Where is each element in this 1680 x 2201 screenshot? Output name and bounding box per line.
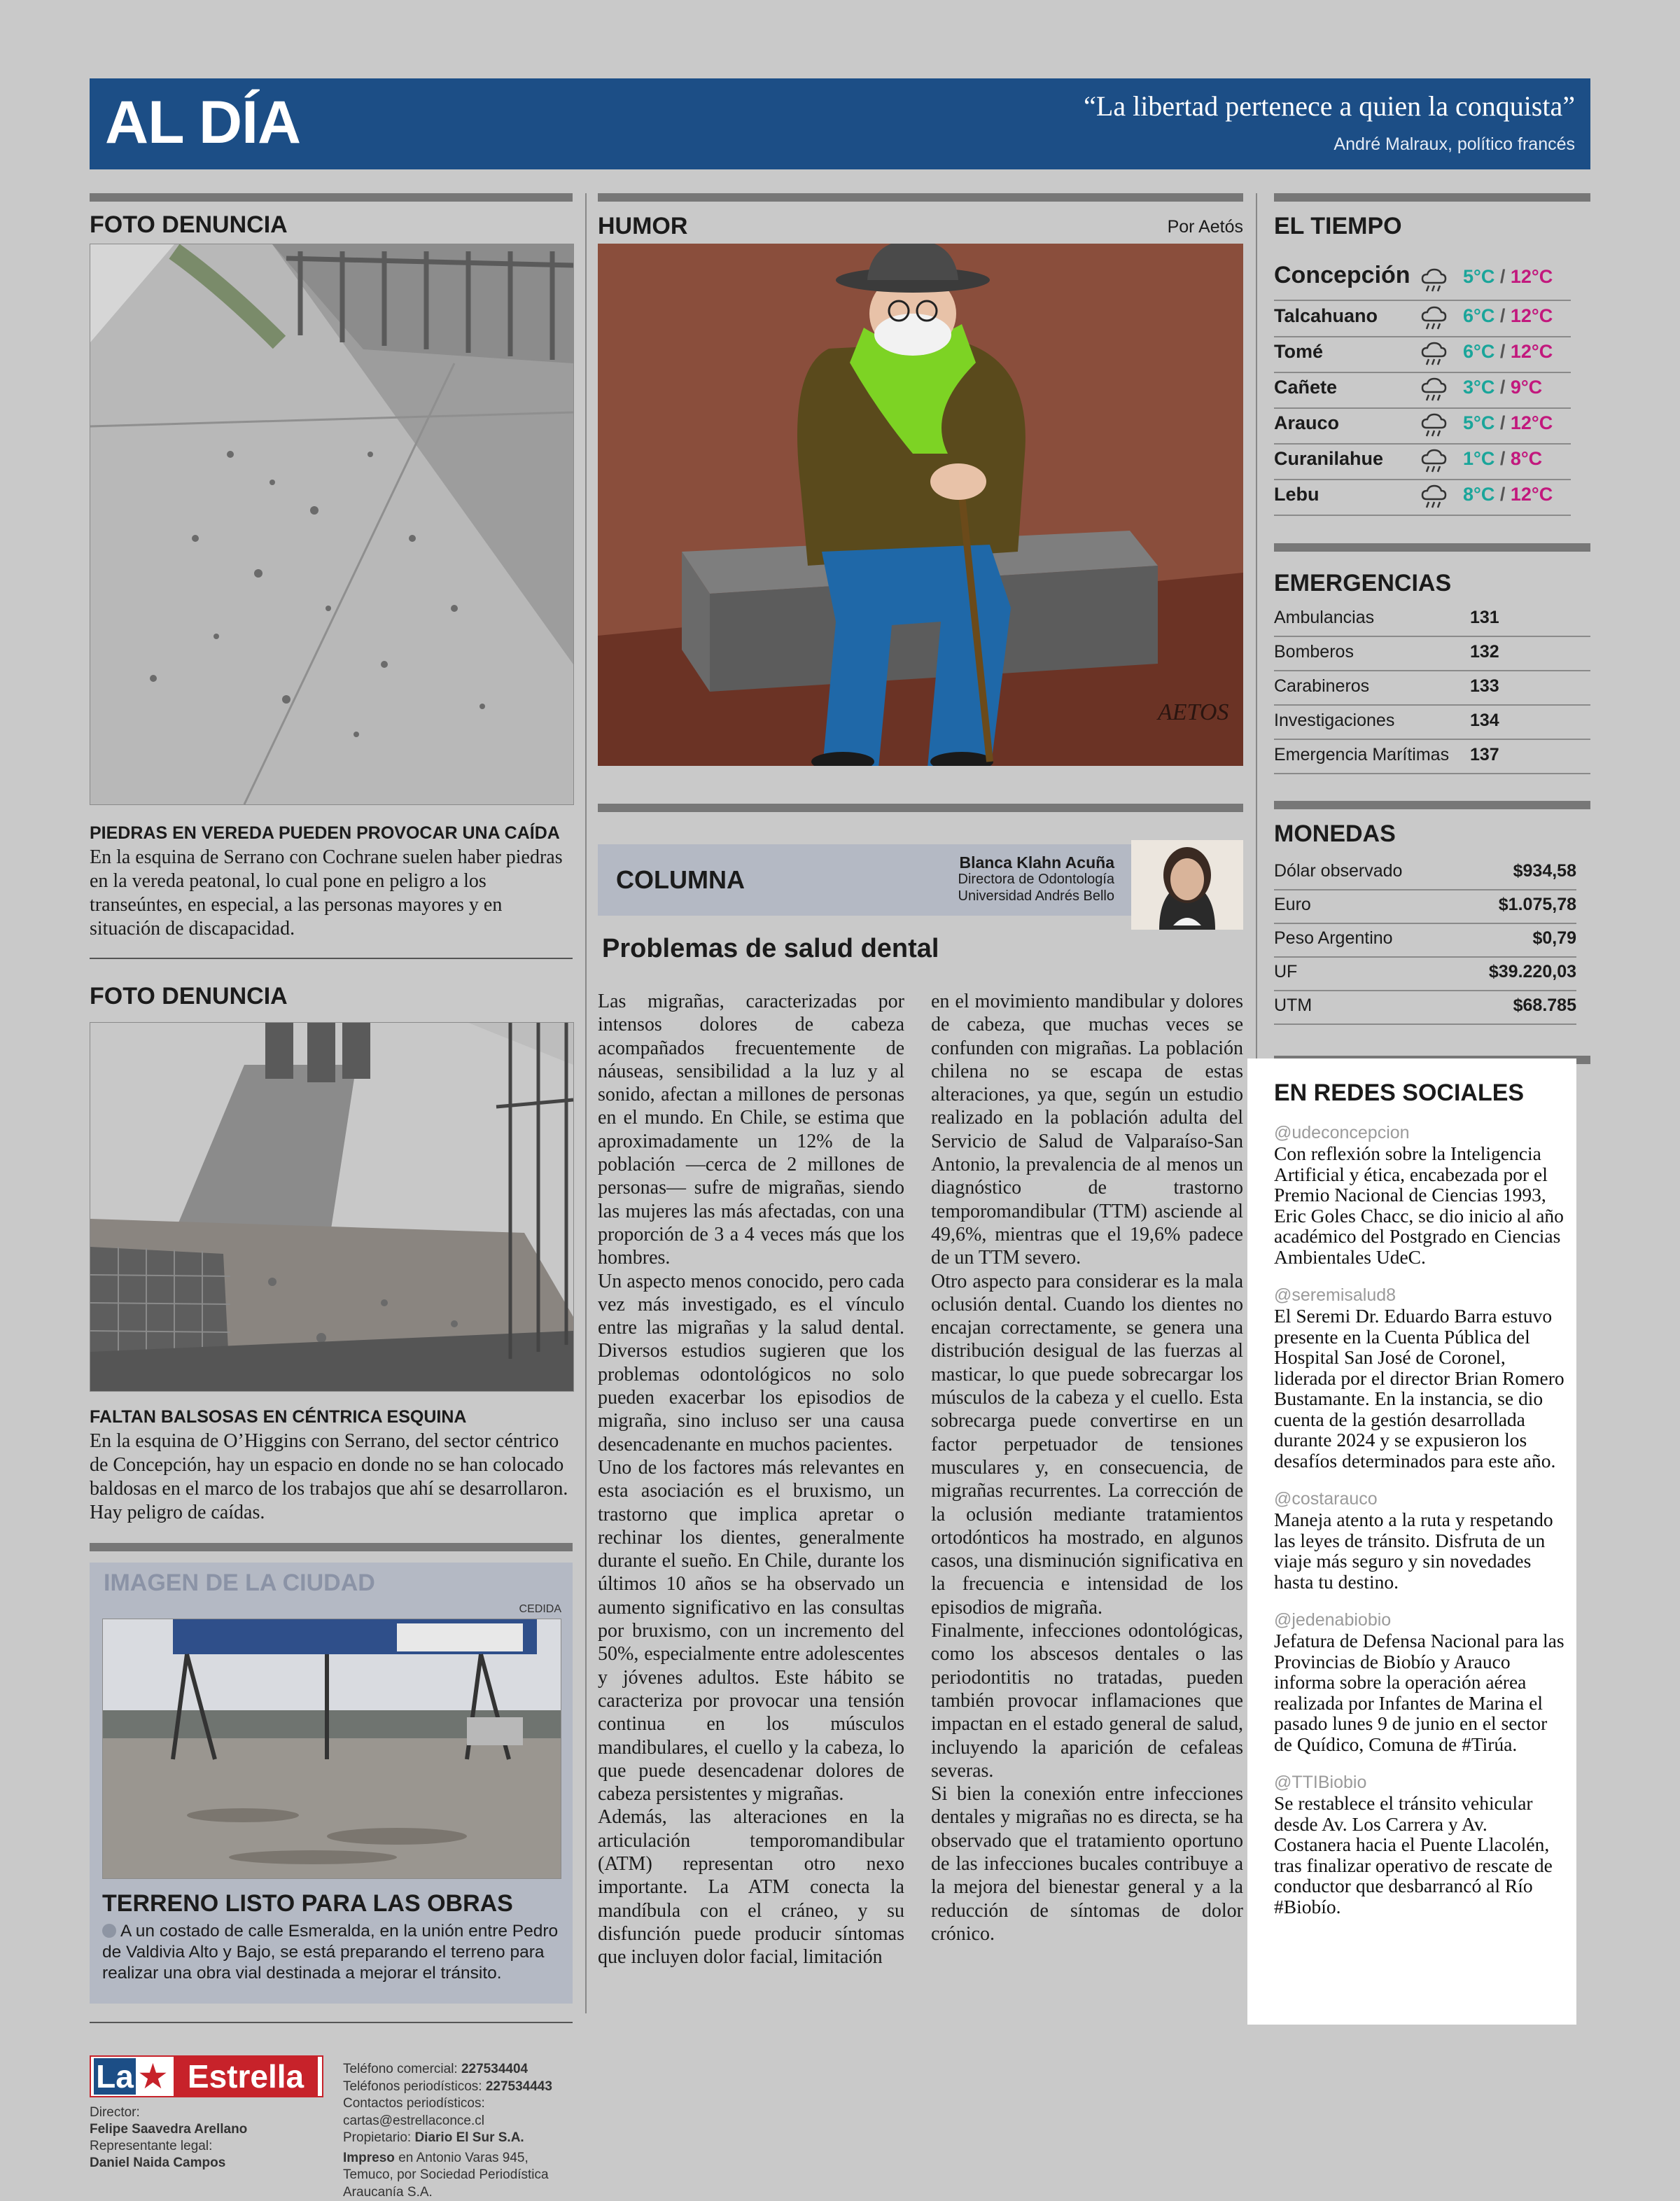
columna-col-1 (598, 990, 904, 1969)
emergency-row[interactable] (1274, 739, 1590, 774)
emergency-number: 137 (1470, 745, 1499, 764)
foto-denuncia-2-body: En la esquina de O’Higgins con Serrano, del sector céntrico de Concepción, hay un espacio en donde no se han colocado baldosas en el marco de los trabajos que ahí se desarrollaron. Hay peligro de caídas. (90, 1430, 568, 1523)
tel-com-label: Teléfono comercial: (343, 2062, 458, 2076)
columna-paragraph: Las migrañas, caracterizadas por intensos dolores de cabeza acompañados frecuentemente de náuseas, sensibilidad a la luz y al sonido, afectan a millones de personas en el mundo. En Chile, se estima que aproximadamente un 12% de la población —cerca de 2 millones de personas— sufre de migrañas, siendo las mujeres las más afectadas, con una proporción de 3 a 4 veces más que los hombres. (598, 991, 904, 1269)
currency-row (1274, 855, 1576, 890)
temp-max: 12°C (1510, 266, 1553, 287)
social-post (1274, 1285, 1565, 1471)
weather-temps (1463, 377, 1542, 398)
columna-header (598, 844, 1243, 916)
print-label: Impreso (343, 2150, 395, 2165)
divider (1274, 193, 1590, 202)
columna-paragraph: Otro aspecto para considerar es la mala oclusión dental. Cuando los dientes no encajan correctamente, se genera una distribución desigual de las fuerzas al masticar, lo que puede sobrecargar los músculos de la cabeza y el cuello. Esta sobrecarga puede convertirse en un factor perpetuador de tensiones musculares y, en consecuencia, de migrañas recurrentes. La corrección de la oclusión mediante tratamientos ortodónticos ha mostrado, en algunos casos, una disminución significativa en la frecuencia e intensidad de los episodios de migraña. (931, 1270, 1243, 1619)
social-handle[interactable]: @jedenabiobio (1274, 1610, 1392, 1630)
temp-separator: / (1499, 377, 1506, 398)
weather-row (1274, 480, 1571, 516)
banner-quote-author: André Malraux, político francés (1334, 134, 1575, 154)
social-handle[interactable]: @seremisalud8 (1274, 1285, 1396, 1305)
social-text: Se restablece el tránsito vehicular desde Av. Los Carrera y Av. Costanera hacia el Puente Llacolén, tras finalizar operativo de rescate de conductor que desbarrancó al Río #Biobío. (1274, 1792, 1553, 1917)
divider (90, 1543, 573, 1551)
currency-name: UF (1274, 962, 1298, 981)
weather-temps (1463, 341, 1553, 363)
social-text: Jefatura de Defensa Nacional para las Provincias de Biobío y Arauco informa sobre la operación aérea realizada por Infantes de Marina el pasado lunes 9 de junio en el sector de Quídico, Comuna de #Tirúa. (1274, 1630, 1564, 1755)
foto-denuncia-1-body: En la esquina de Serrano con Cochrane suelen haber piedras en la vereda peatonal, lo cual pone en peligro a los transeúntes, en especial, a las personas mayores y en situación de discapacidad. (90, 846, 563, 939)
weather-row (1274, 408, 1571, 445)
weather-city: Talcahuano (1274, 305, 1378, 326)
weather-row (1274, 444, 1571, 480)
imagen-ciudad-label: IMAGEN DE LA CIUDAD (104, 1570, 375, 1596)
weather-row (1274, 372, 1571, 409)
currency-value: $39.220,03 (1488, 962, 1576, 981)
foto-denuncia-2-label: FOTO DENUNCIA (90, 983, 288, 1009)
temp-min: 6°C (1463, 305, 1495, 326)
emergency-name: Bomberos (1274, 642, 1354, 662)
weather-city: Arauco (1274, 412, 1340, 433)
imagen-ciudad-body (102, 1921, 560, 1984)
emergency-row[interactable] (1274, 705, 1590, 740)
divider (90, 2022, 573, 2023)
currency-name: Dólar observado (1274, 861, 1403, 881)
currency-row (1274, 956, 1576, 991)
temp-separator: / (1499, 412, 1506, 433)
print-text: en Antonio Varas 945, Temuco, por Sociedad Periodística Araucanía S.A. (343, 2150, 549, 2200)
emergency-row[interactable] (1274, 602, 1590, 637)
emergency-number: 133 (1470, 676, 1499, 696)
columna-author-block (958, 854, 1114, 904)
foto-denuncia-2-photo[interactable] (90, 1022, 574, 1392)
estrella-logo[interactable] (90, 2055, 323, 2097)
weather-row (1274, 301, 1571, 337)
columna-paragraph: Finalmente, infecciones odontológicas, como los abscesos dentales o las periodontitis no tratadas, pueden también provocar inflamaciones que impactan en el estado general de salud, incluyendo la aparición de cefaleas severas. (931, 1620, 1243, 1782)
center-column (598, 193, 1243, 1969)
monedas-label: MONEDAS (1274, 820, 1396, 847)
weather-temps (1463, 448, 1542, 470)
temp-min: 6°C (1463, 341, 1495, 362)
rain-cloud-icon (1420, 266, 1448, 294)
temp-min: 5°C (1463, 412, 1495, 433)
temp-max: 12°C (1510, 412, 1553, 433)
columna-paragraph: Además, las alteraciones en la articulación temporomandibular (ATM) representan otro nexo importante. La ATM conecta la mandíbula con el cráneo, y su disfunción puede producir síntomas que incluyen dolor facial, limitación (598, 1806, 904, 1969)
temp-max: 8°C (1510, 448, 1543, 469)
right-column (1274, 193, 1590, 1015)
divider (1274, 543, 1590, 552)
columna-role-1: Directora de Odontología (958, 872, 1114, 887)
currency-row (1274, 889, 1576, 924)
emergency-name: Emergencia Marítimas (1274, 745, 1450, 764)
divider (90, 193, 573, 202)
temp-separator: / (1499, 484, 1506, 505)
currency-name: Peso Argentino (1274, 928, 1393, 948)
imagen-ciudad-photo[interactable] (102, 1619, 561, 1879)
masthead-right (343, 2061, 574, 2201)
emergencias-label: EMERGENCIAS (1274, 570, 1452, 596)
columna-role-2: Universidad Andrés Bello (958, 888, 1114, 904)
emergency-row[interactable] (1274, 671, 1590, 706)
divider (598, 804, 1243, 812)
rain-cloud-icon (1420, 447, 1448, 475)
left-column (90, 193, 573, 2200)
imagen-ciudad-body-text: A un costado de calle Esmeralda, en la unión entre Pedro de Valdivia Alto y Bajo, se está preparando el terreno para realizar una obra vial destinada a mejorar el tránsito. (102, 1922, 559, 1983)
owner: Diario El Sur S.A. (414, 2130, 524, 2145)
social-text: Con reflexión sobre la Inteligencia Artificial y ética, encabezada por el Premio Nacional de Ciencias 1993, Eric Goles Chacc, se dio inicio al año académico del Postgrado en Ciencias Ambientales UdeC. (1274, 1143, 1564, 1268)
banner-quote: “La libertad pertenece a quien la conquista” (1084, 90, 1575, 122)
social-handle[interactable]: @udeconcepcion (1274, 1123, 1410, 1143)
rep-name: Daniel Naida Campos (90, 2155, 226, 2170)
missing-tiles-image (90, 1023, 573, 1391)
columna-paragraph: Uno de los factores más relevantes en esta asociación es el bruxismo, un trastorno que implica apretar o rechinar los dientes, generalmente durante el sueño. En Chile, durante los últimos 10 años se ha observado un aumento significativo en las consultas por bruxismo, con un incremento del 50%, especialmente entre adolescentes y jóvenes adultos. Este hábito se caracteriza por provocar una tensión continua en los músculos mandibulares, el cuello y la cabeza, lo que puede desencadenar dolores de cabeza persistentes y migrañas. (598, 1456, 904, 1805)
rep-label: Representante legal: (90, 2139, 213, 2153)
weather-temps (1463, 305, 1553, 327)
logo-la: La (94, 2058, 136, 2095)
tel-com[interactable]: 227534404 (461, 2062, 528, 2076)
foto-denuncia-2-headline: FALTAN BALSOSAS EN CÉNTRICA ESQUINA (90, 1407, 467, 1427)
author-avatar[interactable] (1131, 840, 1243, 930)
foto-denuncia-1-headline: PIEDRAS EN VEREDA PUEDEN PROVOCAR UNA CAÍDA (90, 823, 560, 843)
currency-value: $68.785 (1513, 995, 1576, 1015)
currency-row (1274, 990, 1576, 1025)
weather-city: Concepción (1274, 262, 1410, 288)
humor-byline: Por Aetós (1167, 217, 1243, 237)
weather-temps (1463, 484, 1553, 505)
emergency-number: 131 (1470, 608, 1499, 627)
foto-denuncia-1-photo[interactable] (90, 244, 574, 805)
rain-cloud-icon (1420, 482, 1448, 510)
tel-per-label: Teléfonos periodísticos: (343, 2078, 482, 2094)
temp-min: 1°C (1463, 448, 1495, 469)
weather-temps (1463, 266, 1553, 288)
emergency-name: Investigaciones (1274, 711, 1395, 730)
social-handle[interactable]: @costarauco (1274, 1489, 1378, 1509)
weather-row (1274, 258, 1571, 301)
temp-max: 12°C (1510, 484, 1553, 505)
tel-per[interactable]: 227534443 (485, 2078, 552, 2094)
imagen-ciudad-headline: TERRENO LISTO PARA LAS OBRAS (102, 1890, 513, 1917)
director-label: Director: (90, 2105, 140, 2120)
email-link[interactable]: cartas@estrellaconce.cl (343, 2113, 484, 2128)
currency-value: $934,58 (1513, 861, 1576, 881)
divider (598, 193, 1243, 202)
columna-col-2 (931, 990, 1243, 1945)
temp-separator: / (1499, 341, 1506, 362)
temp-max: 9°C (1510, 377, 1543, 398)
section-banner (90, 78, 1590, 169)
currency-name: UTM (1274, 995, 1312, 1015)
section-title: AL DÍA (105, 89, 301, 156)
emergency-name: Ambulancias (1274, 608, 1375, 627)
temp-separator: / (1499, 448, 1506, 469)
rain-cloud-icon (1420, 340, 1448, 368)
construction-site-image (103, 1619, 561, 1878)
cartoon-old-man-image (598, 244, 1243, 766)
emergency-name: Carabineros (1274, 676, 1370, 696)
bullet-icon (102, 1924, 116, 1938)
weather-city: Lebu (1274, 484, 1320, 505)
column-separator (1256, 193, 1257, 1061)
director-name: Felipe Saavedra Arellano (90, 2122, 248, 2137)
currency-value: $0,79 (1532, 928, 1576, 948)
columna-title: Problemas de salud dental (602, 934, 939, 963)
weather-city: Curanilahue (1274, 448, 1384, 469)
weather-temps (1463, 412, 1553, 434)
author-portrait-image (1131, 840, 1243, 930)
imagen-ciudad-box (90, 1563, 573, 2004)
masthead-left (90, 2104, 247, 2172)
weather-city: Tomé (1274, 341, 1324, 362)
photo-credit: CEDIDA (519, 1603, 561, 1615)
humor-cartoon[interactable] (598, 244, 1243, 766)
weather-row (1274, 337, 1571, 373)
temp-separator: / (1499, 305, 1506, 326)
temp-min: 5°C (1463, 266, 1495, 287)
currency-name: Euro (1274, 895, 1311, 914)
social-post (1274, 1773, 1565, 1917)
sidewalk-stones-image (90, 244, 573, 804)
rain-cloud-icon (1420, 375, 1448, 403)
social-handle[interactable]: @TTIBiobio (1274, 1773, 1367, 1792)
currency-row (1274, 923, 1576, 958)
emergency-row[interactable] (1274, 636, 1590, 671)
owner-label: Propietario: (343, 2130, 412, 2145)
social-post (1274, 1123, 1565, 1267)
social-post (1274, 1610, 1565, 1754)
divider (90, 958, 573, 959)
columna-paragraph: Si bien la conexión entre infecciones dentales y migrañas no es directa, se ha observado que el tratamiento oportuno de las infecciones bucales contribuye a la mejora del bienestar general y a la reducción de síntomas de dolor crónico. (931, 1783, 1243, 1945)
divider (1274, 801, 1590, 809)
columna-author: Blanca Klahn Acuña (959, 853, 1114, 872)
contactos-label: Contactos periodísticos: (343, 2096, 485, 2111)
rain-cloud-icon (1420, 411, 1448, 439)
redes-label: EN REDES SOCIALES (1274, 1079, 1525, 1106)
redes-list (1274, 1123, 1565, 1935)
rain-cloud-icon (1420, 304, 1448, 332)
humor-label: HUMOR (598, 213, 688, 239)
temp-max: 12°C (1510, 341, 1553, 362)
foto-denuncia-1-label: FOTO DENUNCIA (90, 211, 288, 238)
star-icon: ★ (137, 2057, 169, 2096)
columna-paragraph: Un aspecto menos conocido, pero cada vez más investigado, es el vínculo entre las migrañas y la salud dental. Diversos estudios sugieren que los problemas odontológicos no solo pueden exacerbar los episodios de migraña, sino incluso ser una causa desencadenante en muchos pacientes. (598, 1270, 904, 1455)
weather-city: Cañete (1274, 377, 1338, 398)
redes-sociales-box (1247, 1058, 1576, 2025)
social-post (1274, 1489, 1565, 1592)
currency-value: $1.075,78 (1498, 895, 1576, 914)
emergency-number: 132 (1470, 642, 1499, 662)
social-text: Maneja atento a la ruta y respetando las leyes de tránsito. Disfruta de un viaje más seguro y sin novedades hasta tu destino. (1274, 1509, 1553, 1593)
cartoon-signature: AETOS (1158, 699, 1229, 725)
logo-estrella: Estrella (174, 2057, 318, 2096)
temp-min: 8°C (1463, 484, 1495, 505)
temp-separator: / (1499, 266, 1506, 287)
temp-max: 12°C (1510, 305, 1553, 326)
emergency-number: 134 (1470, 711, 1499, 730)
temp-min: 3°C (1463, 377, 1495, 398)
social-text: El Seremi Dr. Eduardo Barra estuvo presente en la Cuenta Pública del Hospital San José de Coronel, liderada por el director Brian Romero Bustamante. En la instancia, se dio cuenta de la gestión desarrollada durante 2024 y se expusieron los desafíos determinados para este año. (1274, 1305, 1564, 1472)
columna-label: COLUMNA (616, 865, 745, 894)
tiempo-label: EL TIEMPO (1274, 213, 1402, 239)
column-separator (585, 193, 587, 2013)
columna-paragraph: en el movimiento mandibular y dolores de cabeza, que muchas veces se confunden con migrañas. La población chilena no se escapa de estas alteraciones, ya que, según un estudio realizado en la población adulta del Servicio de Salud de Valparaíso-San Antonio, la prevalencia de al menos un diagnóstico de trastorno temporomandibular (TTM) asciende al 49,6%, mientras que el 19,6% padece de un TTM severo. (931, 991, 1243, 1269)
